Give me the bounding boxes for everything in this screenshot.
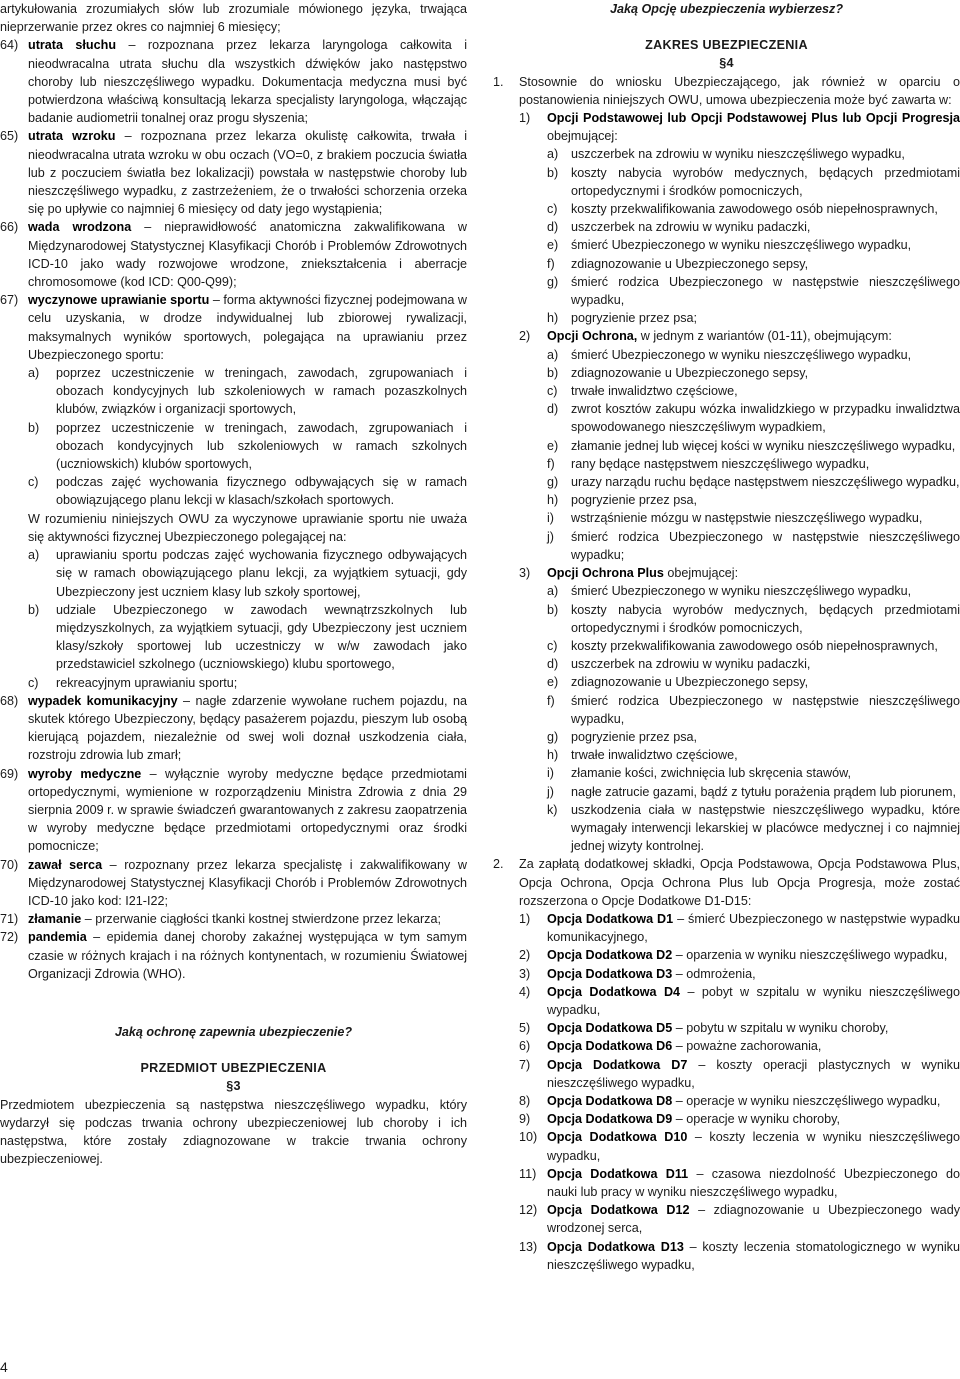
coverage-item [547,437,960,455]
definition-text: – nagłe zdarzenie wywołane ruchem pojazdu, na skutek którego Ubezpieczony, będący pasażerem pojazdu, pieszym lub osobą kierującą pojazdem, niezależnie od swej woli doznał uszkodzenia ciała, rozstroju zdrowia lub zmarł; [28,693,467,763]
item-letter: d) [547,402,559,417]
coverage-item [547,528,960,564]
definition-term: wyroby medyczne [28,766,142,781]
option-coverage-list [547,145,960,327]
item-letter: j) [547,784,554,799]
item-letter: b) [547,602,559,617]
sport-forms-list [28,364,467,510]
definition-term: utrata słuchu [28,38,117,53]
coverage-item [547,801,960,856]
option-coverage-list [547,582,960,855]
addon-body [547,1165,960,1201]
item-text: pogryzienie przez psa, [571,729,698,744]
paragraph-1 [493,73,960,856]
section-title: PRZEDMIOT UBEZPIECZENIA [140,1061,327,1076]
definition-term: złamanie [28,912,82,927]
item-letter: f) [547,256,555,271]
section-number: §4 [719,56,734,71]
definition-item [0,692,467,765]
coverage-item [547,601,960,637]
paragraph-number: 1. [493,74,504,89]
addon-number: 4) [519,984,531,999]
addon-body [547,983,960,1019]
list-item [28,419,467,474]
item-text: zdiagnozowanie u Ubezpieczonego sepsy, [571,365,809,380]
item-letter: i) [547,766,554,781]
addon-item [519,1238,960,1274]
lead-text: artykułowania zrozumiałych słów lub zrozumiale mówionego języka, trwająca nieprzerwanie przez okres co najmniej 6 miesięcy; [0,2,467,35]
addon-item [519,1201,960,1237]
coverage-item [547,783,960,801]
addon-number: 8) [519,1093,531,1108]
addon-item [519,983,960,1019]
definition-text: – rozpoznany przez lekarza specjalistę i zakwalifikowany w Międzynarodowej Statystycznej Klasyfikacji Chorób i Problemów Zdrowotnych ICD-10 jako kod: I21-I22; [28,857,467,908]
definition-text: – rozpoznana przez lekarza okulistę całkowita, trwała i nieodwracalna utrata wzroku w obu oczach (VO=0, z brakiem poczucia światła lub z poczuciem światła bez lokalizacji) powstała w następstwie choroby lub nieszczęśliwego wypadku, z zastrzeżeniem, że o trwałości schorzenia orzeka się po upływie co najmniej 6 miesięcy od daty jego wystąpienia; [28,129,468,217]
item-text: trwałe inwalidztwo częściowe, [571,748,738,763]
addon-body [547,1019,960,1037]
definition-number: 71) [0,912,19,927]
addon-name: Opcja Dodatkowa D11 [547,1166,689,1181]
coverage-item [547,491,960,509]
item-letter: e) [547,675,559,690]
definition-item [0,856,467,911]
definition-text: – epidemia danej choroby zakaźnej występująca w tym samym czasie w różnych krajach i na różnych kontynentach, w rozumieniu Światowej Organizacji Zdrowia (WHO). [28,930,467,981]
item-letter: c) [547,384,558,399]
addon-text: – zdiagnozowanie u Ubezpieczonego wady wrodzonej serca, [547,1203,960,1236]
item-letter: g) [547,475,559,490]
definition-number: 67) [0,293,19,308]
item-text: złamanie kości, zwichnięcia lub skręcenia stawów, [571,766,851,781]
definition-term: wada wrodzona [28,220,132,235]
option-name: Opcji Podstawowej lub Opcji Podstawowej Plus lub Opcji Progresja [547,111,960,126]
addon-name: Opcja Dodatkowa D7 [547,1057,688,1072]
definition-term: pandemia [28,930,87,945]
option-item [519,109,960,327]
item-letter: i) [547,511,554,526]
addon-item [519,910,960,946]
addon-number: 2) [519,948,531,963]
addon-number: 7) [519,1057,531,1072]
list-item [28,674,467,692]
section-question: Jaką Opcję ubezpieczenia wybierzesz? [609,2,844,16]
addon-text: – operacje w wyniku choroby, [672,1112,841,1127]
addon-text: – koszty operacji plastycznych w wyniku nieszczęśliwego wypadku, [547,1057,960,1090]
item-text: nagłe zatrucie gazami, bądź z tytułu porażenia prądem lub piorunem, [571,784,957,799]
coverage-item [547,582,960,600]
additional-options-list [519,910,960,1274]
item-text: śmierć Ubezpieczonego w wyniku nieszczęśliwego wypadku, [571,584,912,599]
item-letter: d) [547,657,559,672]
item-text: podczas zajęć wychowania fizycznego odbywających się w ramach obowiązującego planu lekcji w klasach/szkołach sportowych. [56,475,467,508]
definition-number: 64) [0,38,19,53]
definition-item [0,928,467,983]
section-number: §3 [226,1079,241,1094]
addon-text: – pobytu w szpitalu w wyniku choroby, [672,1021,889,1036]
item-text: rany będące następstwem nieszczęśliwego wypadku, [571,456,870,471]
addon-item [519,1110,960,1128]
section-title: ZAKRES UBEZPIECZENIA [645,38,808,53]
option-number: 3) [519,566,531,581]
item-text: uszczerbek na zdrowiu w wyniku padaczki, [571,220,811,235]
definition-number: 65) [0,129,19,144]
definition-body [28,692,467,765]
item-letter: e) [547,438,559,453]
definition-term: zawał serca [28,857,103,872]
coverage-item [547,364,960,382]
item-text: pogryzienie przez psa, [571,493,698,508]
item-letter: b) [547,365,559,380]
item-letter: c) [547,638,558,653]
item-text: poprzez uczestniczenie w treningach, zawodach, zgrupowaniach i obozach kondycyjnych lub szkoleniowych w ramach szkolnych (uczniowskich) klubów sportowych, [56,420,467,472]
option-item [519,564,960,855]
paragraph-text: Stosownie do wniosku Ubezpieczającego, jak również w oparciu o postanowienia niniejszych OWU, umowa ubezpieczenia może być zawarta w: [519,74,960,107]
coverage-item [547,218,960,236]
definition-body [28,218,467,291]
coverage-item [547,200,960,218]
item-text: trwałe inwalidztwo częściowe, [571,384,738,399]
item-letter: f) [547,456,555,471]
addon-text: – poważne zachorowania, [672,1039,822,1054]
definition-text: – nieprawidłowość anatomiczna zakwalifikowana w Międzynarodowej Statystycznej Klasyfikacji Chorób i Problemów Zdrowotnych ICD-10 jako wady rozwojowe wrodzone, zniekształcenia i aberracje chromosomowe (kod ICD: Q00-Q99); [28,220,468,290]
addon-item [519,1019,960,1037]
definition-item [0,218,467,291]
coverage-item [547,255,960,273]
item-text: śmierć Ubezpieczonego w wyniku nieszczęśliwego wypadku, [571,347,912,362]
option-tail: obejmującej: [547,129,618,144]
addon-item [519,1056,960,1092]
item-letter: a) [547,347,559,362]
addon-body [547,1092,960,1110]
addon-text: – śmierć Ubezpieczonego w następstwie wypadku komunikacyjnego, [547,911,960,945]
coverage-item [547,273,960,309]
definition-body [28,765,467,856]
definition-term: wypadek komunikacyjny [28,693,178,708]
item-letter: b) [28,602,40,617]
definition-body [28,928,467,983]
addon-number: 3) [519,966,531,981]
coverage-item [547,455,960,473]
coverage-item [547,764,960,782]
item-text: złamanie jednej lub więcej kości w wyniku nieszczęśliwego wypadku, [571,438,956,453]
list-item [28,364,467,419]
addon-item [519,1165,960,1201]
definition-body [28,910,467,928]
option-name: Opcji Ochrona, [547,329,638,344]
paragraph-number: 2. [493,857,504,872]
definition-text: – wyłącznie wyroby medyczne będące przedmiotami ortopedycznymi, wymienione w rozporządzeniu Ministra Zdrowia z dnia 29 sierpnia 2009 r. w sprawie świadczeń gwarantowanych z zakresu zaopatrzenia w wyroby medyczne będące przedmiotami ortopedycznymi oraz środki pomocnicze; [28,766,467,854]
definition-number: 68) [0,693,19,708]
item-letter: b) [28,420,40,435]
addon-text: – oparzenia w wyniku nieszczęśliwego wypadku, [672,948,948,963]
definition-item [0,910,467,928]
coverage-item [547,145,960,163]
addon-body [547,1201,960,1237]
item-text: koszty nabycia wyrobów medycznych, będących przedmiotami ortopedycznymi i środków pomocniczych, [571,602,960,635]
sport-exclusions-list [28,546,467,692]
item-letter: a) [547,584,559,599]
item-letter: g) [547,729,559,744]
definition-text: – forma aktywności fizycznej podejmowana w celu uzyskania, w drodze indywidualnej lub zbiorowej rywalizacji, maksymalnych wyników sportowych, polegająca na uprawianiu przez Ubezpieczonego sportu: [28,293,467,362]
addon-name: Opcja Dodatkowa D5 [547,1021,673,1036]
coverage-item [547,746,960,764]
definition-number: 70) [0,857,19,872]
item-text: zwrot kosztów zakupu wózka inwalidzkiego w przypadku inwalidztwa spowodowanego nieszczęśliwym wypadkiem, [571,402,960,435]
coverage-item [547,692,960,728]
coverage-item [547,509,960,527]
option-number: 2) [519,329,531,344]
item-text: śmierć Ubezpieczonego w wyniku nieszczęśliwego wypadku, [571,238,912,253]
definitions-list-b [0,692,467,983]
paragraph-text: Za zapłatą dodatkowej składki, Opcja Podstawowa, Opcja Podstawowa Plus, Opcja Ochrona, Opcja Ochrona Plus lub Opcja Progresja, może zostać rozszerzona o Opcje Dodatkowe D1-D15: [519,857,960,908]
addon-name: Opcja Dodatkowa D13 [547,1239,684,1254]
item-letter: f) [547,693,555,708]
item-text: uprawianiu sportu podczas zajęć wychowania fizycznego odbywających się w ramach obowiązującego planu lekcji, za wyjątkiem sytuacji, gdy Ubezpieczony jest uczniem klasy lub szkoły sportowej, [56,548,467,599]
addon-number: 6) [519,1039,531,1054]
item-text: koszty przekwalifikowania zawodowego osób niepełnosprawnych, [571,638,938,653]
coverage-item [547,473,960,491]
option-name: Opcji Ochrona Plus [547,566,664,581]
definition-item [0,36,467,127]
addon-item [519,1092,960,1110]
item-text: poprzez uczestniczenie w treningach, zawodach, zgrupowaniach i obozach kondycyjnych lub szkoleniowych w ramach pozaszkolnych klubów, związków i organizacji sportowych, [56,366,467,417]
item-text: udziale Ubezpieczonego w zawodach wewnątrzszkolnych lub międzyszkolnych, za wyjątkiem sytuacji, gdy Ubezpieczony jest uczniem klasy/szkoły sportowej lub uczestniczy w w/w zawodach jako przedstawiciel szkolnego (uczniowskiego) klubu sportowego, [56,602,467,672]
left-column [0,0,467,1168]
definition-item [0,765,467,856]
coverage-item [547,346,960,364]
coverage-item [547,309,960,327]
definition-number: 69) [0,766,19,781]
item-text: śmierć rodzica Ubezpieczonego w następstwie nieszczęśliwego wypadku; [571,529,960,562]
addon-body [547,1037,960,1055]
item-letter: b) [547,165,559,180]
list-item [28,473,467,509]
option-body [547,109,960,327]
addon-body [547,1110,960,1128]
addon-body [547,910,960,946]
definition-text: – rozpoznana przez lekarza laryngologa całkowita i nieodwracalna utrata słuchu dla wszystkich dźwięków jako następstwo choroby lub nieszczęśliwego wypadku. Dokumentacja medyczna musi być potwierdzona właściwą konsultacją lekarza specjalisty laryngologa, włączając badanie audiometrii tonalnej oraz progu słyszenia; [28,38,467,126]
item-letter: a) [28,366,40,381]
addon-body [547,946,960,964]
item-letter: e) [547,238,559,253]
item-text: wstrząśnienie mózgu w następstwie nieszczęśliwego wypadku, [571,511,923,526]
option-tail: w jednym z wariantów (01-11), obejmującym: [637,329,892,344]
item-text: zdiagnozowanie u Ubezpieczonego sepsy, [571,256,809,271]
definition-body [28,127,467,218]
section-text: Przedmiotem ubezpieczenia są następstwa nieszczęśliwego wypadku, który wydarzył się podczas trwania ochrony ubezpieczeniowej lub choroby i ich następstwa, które zostały zdiagnozowane w trakcie trwania ochrony ubezpieczeniowej. [0,1097,467,1167]
list-item [28,546,467,601]
addon-body [547,1128,960,1164]
item-text: pogryzienie przez psa; [571,311,698,326]
addon-name: Opcja Dodatkowa D2 [547,948,673,963]
definition-number: 72) [0,930,19,945]
definitions-list-a [0,36,467,291]
addon-text: – koszty leczenia w wyniku nieszczęśliwego wypadku, [547,1130,960,1163]
addon-text: – czasowa niezdolność Ubezpieczonego do nauki lub pracy w wyniku nieszczęśliwego wypadku, [547,1166,960,1199]
addon-text: – koszty leczenia stomatologicznego w wyniku nieszczęśliwego wypadku, [547,1239,960,1272]
item-letter: a) [28,548,40,563]
addon-item [519,1128,960,1164]
item-text: koszty nabycia wyrobów medycznych, będących przedmiotami ortopedycznymi i środków pomocniczych, [571,165,960,198]
item-letter: d) [547,220,559,235]
paragraph-2 [493,855,960,1274]
list-item [28,601,467,674]
item-letter: k) [547,802,558,817]
definition-item [0,127,467,218]
item-text: urazy narządu ruchu będące następstwem nieszczęśliwego wypadku, [571,475,960,490]
item-letter: c) [547,202,558,217]
coverage-item [547,655,960,673]
addon-name: Opcja Dodatkowa D8 [547,1093,673,1108]
addon-number: 9) [519,1112,531,1127]
addon-name: Opcja Dodatkowa D9 [547,1112,673,1127]
addon-name: Opcja Dodatkowa D6 [547,1039,673,1054]
addon-text: – operacje w wyniku nieszczęśliwego wypadku, [672,1093,941,1108]
addon-item [519,965,960,983]
right-column [493,0,960,1274]
addon-item [519,1037,960,1055]
item-letter: c) [28,475,39,490]
addon-number: 12) [519,1203,538,1218]
item-letter: g) [547,274,559,289]
addon-item [519,946,960,964]
addon-name: Opcja Dodatkowa D3 [547,966,673,981]
option-number: 1) [519,111,531,126]
item-letter: c) [28,675,39,690]
item-text: koszty przekwalifikowania zawodowego osób niepełnosprawnych, [571,202,938,217]
coverage-item [547,400,960,436]
definition-body [28,856,467,911]
addon-name: Opcja Dodatkowa D10 [547,1130,688,1145]
coverage-item [547,637,960,655]
coverage-item [547,382,960,400]
coverage-item [547,164,960,200]
item-text: rekreacyjnym uprawianiu sportu; [56,675,238,690]
option-body [547,564,960,855]
addon-number: 1) [519,911,531,926]
addon-name: Opcja Dodatkowa D12 [547,1203,690,1218]
addon-name: Opcja Dodatkowa D4 [547,984,681,999]
definition-term: utrata wzroku [28,129,116,144]
definition-body [28,36,467,127]
coverage-item [547,728,960,746]
option-item [519,327,960,564]
item-text: uszczerbek na zdrowiu w wyniku nieszczęśliwego wypadku, [571,147,905,162]
addon-number: 10) [519,1130,538,1145]
item-letter: h) [547,311,559,326]
item-text: śmierć rodzica Ubezpieczonego w następstwie nieszczęśliwego wypadku, [571,274,960,308]
item-text: zdiagnozowanie u Ubezpieczonego sepsy, [571,675,809,690]
definition-number: 66) [0,220,19,235]
addon-text: – odmrożenia, [672,966,756,981]
addon-body [547,965,960,983]
addon-name: Opcja Dodatkowa D1 [547,911,674,926]
sport-exclusion-intro: W rozumieniu niniejszych OWU za wyczynowe uprawianie sportu nie uważa się aktywności fizycznej Ubezpieczonego polegającej na: [28,511,467,544]
definition-text: – przerwanie ciągłości tkanki kostnej stwierdzone przez lekarza; [81,912,441,927]
addon-text: – pobyt w szpitalu w wyniku nieszczęśliwego wypadku, [547,984,960,1017]
definition-67 [0,291,467,691]
item-letter: h) [547,493,559,508]
addon-number: 11) [519,1166,537,1181]
coverage-item [547,673,960,691]
item-letter: a) [547,147,559,162]
item-text: uszkodzenia ciała w następstwie nieszczęśliwego wypadku, które wymagały interwencji lekarskiej w placówce medycznej i co najmniej jednej wizyty kontrolnej. [571,802,960,854]
item-letter: j) [547,529,554,544]
item-letter: h) [547,748,559,763]
option-coverage-list [547,346,960,564]
addon-body [547,1056,960,1092]
page-number: 4 [0,1359,8,1375]
item-text: uszczerbek na zdrowiu w wyniku padaczki, [571,657,811,672]
option-tail: obejmującej: [663,566,739,581]
insurance-options-list [519,109,960,855]
definition-term: wyczynowe uprawianie sportu [28,293,210,308]
item-text: śmierć rodzica Ubezpieczonego w następstwie nieszczęśliwego wypadku, [571,693,960,726]
addon-body [547,1238,960,1274]
coverage-item [547,236,960,254]
section-question: Jaką ochronę zapewnia ubezpieczenie? [114,1024,353,1039]
addon-number: 5) [519,1021,531,1036]
option-body [547,327,960,564]
addon-number: 13) [519,1239,538,1254]
